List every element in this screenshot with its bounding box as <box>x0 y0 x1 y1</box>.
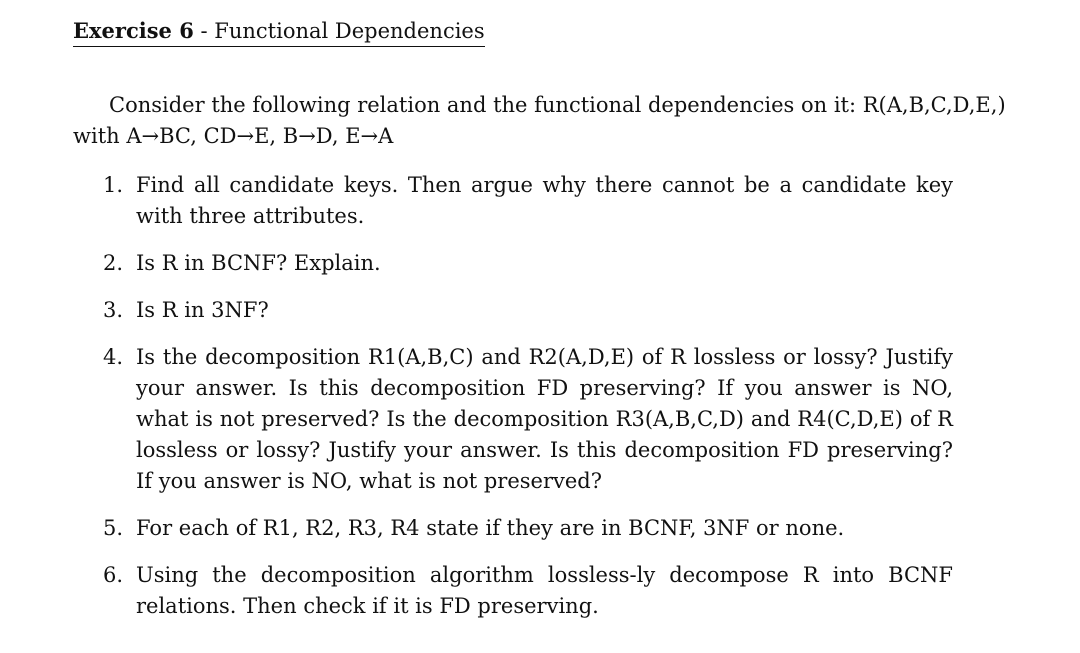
question-text: Is R in BCNF? Explain. <box>136 251 381 275</box>
heading-separator: - <box>193 19 215 43</box>
question-number: 4. <box>103 345 124 369</box>
question-number: 6. <box>103 563 124 587</box>
intro-line-1: Consider the following relation and the functional dependencies on it: R(A,B,C,D,E,) <box>109 93 1006 117</box>
question-text: Using the decomposition algorithm lossless-ly decompose R into BCNF relations. Then check if it is FD preserving. <box>136 563 953 618</box>
intro-paragraph <box>73 90 1058 152</box>
exercise-heading <box>73 17 485 47</box>
intro-line-2: with A→BC, CD→E, B→D, E→A <box>73 124 394 148</box>
question-text: Is R in 3NF? <box>136 298 269 322</box>
question-item-2 <box>73 248 953 279</box>
question-text: Find all candidate keys. Then argue why there cannot be a candidate key with three attributes. <box>136 173 953 228</box>
exercise-label: Exercise 6 <box>73 18 194 43</box>
question-number: 1. <box>103 173 124 197</box>
question-item-1 <box>73 170 953 232</box>
question-number: 5. <box>103 516 124 540</box>
question-list <box>73 170 953 638</box>
question-number: 2. <box>103 251 124 275</box>
exercise-title: Functional Dependencies <box>214 19 485 43</box>
question-text: For each of R1, R2, R3, R4 state if they are in BCNF, 3NF or none. <box>136 516 845 540</box>
question-item-4 <box>73 342 953 497</box>
question-text: Is the decomposition R1(A,B,C) and R2(A,D,E) of R lossless or lossy? Justify your answer. Is this decomposition FD preserving? If you answer is NO, what is not preserved? Is the decomposition R3(A,B,C,D) and R4(C,D,E) of R lossless or lossy? Justify your answer. Is this decomposition FD preserving? If you answer is NO, what is not preserved? <box>136 345 953 493</box>
question-item-6 <box>73 560 953 622</box>
question-item-3 <box>73 295 953 326</box>
question-number: 3. <box>103 298 124 322</box>
question-item-5 <box>73 513 953 544</box>
